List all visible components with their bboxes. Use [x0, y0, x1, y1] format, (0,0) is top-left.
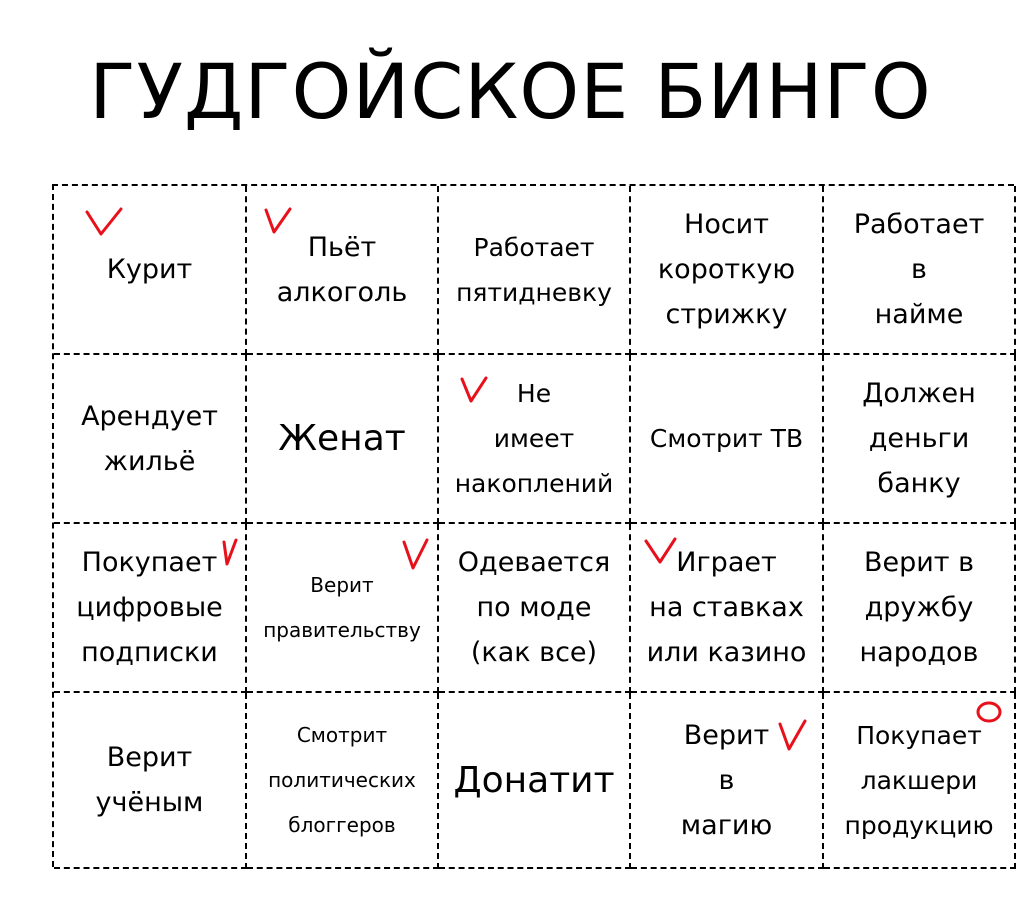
bingo-grid [52, 184, 1014, 867]
cell-label: Верит в магию [680, 719, 773, 841]
cell-label: Покупает цифровые подписки [76, 547, 223, 668]
cell-label: Одевается по моде (как все) [457, 547, 611, 668]
page-title: ГУДГОЙСКОЕ БИНГО [89, 47, 932, 136]
bingo-cell [631, 524, 824, 693]
bingo-cell [824, 355, 1016, 524]
bingo-cell [54, 693, 247, 869]
cell-label: Пьёт алкоголь [276, 231, 408, 308]
cell-label: Работает в найме [853, 209, 985, 330]
bingo-cell [439, 355, 631, 524]
bingo-cell [824, 186, 1016, 355]
cell-label: Верит в дружбу народов [859, 547, 979, 668]
bingo-cell [247, 355, 439, 524]
cell-label: Верит правительству [263, 572, 421, 642]
bingo-cell [54, 186, 247, 355]
bingo-cell [824, 524, 1016, 693]
bingo-cell [247, 524, 439, 693]
cell-label: Смотрит ТВ [649, 424, 804, 453]
check-mark-icon [84, 206, 124, 238]
bingo-cell [824, 693, 1016, 869]
bingo-cell [439, 693, 631, 869]
cell-label: Донатит [453, 759, 615, 801]
bingo-cell [439, 524, 631, 693]
cell-label: Работает пятидневку [456, 232, 612, 307]
bingo-cell [54, 355, 247, 524]
cell-label: Играет на ставках или казино [646, 547, 807, 668]
bingo-cell [631, 186, 824, 355]
cell-label: Смотрит политических блоггеров [268, 722, 416, 837]
cell-label: Не имеет накоплений [454, 379, 614, 498]
check-mark-icon [777, 719, 809, 753]
bingo-cell [247, 186, 439, 355]
check-mark-icon [220, 538, 240, 568]
cell-label: Верит учёным [95, 742, 204, 818]
cell-label: Арендует жильё [81, 400, 218, 477]
bingo-cell [631, 693, 824, 869]
bingo-cell [631, 355, 824, 524]
cell-label: Покупает лакшери продукцию [844, 720, 994, 840]
cell-label: Должен деньги банку [862, 378, 976, 499]
cell-label: Женат [278, 418, 406, 459]
bingo-cell [439, 186, 631, 355]
bingo-cell [247, 693, 439, 869]
cell-label: Носит короткую стрижку [657, 209, 796, 330]
bingo-cell [54, 524, 247, 693]
cell-label: Курит [106, 254, 193, 285]
